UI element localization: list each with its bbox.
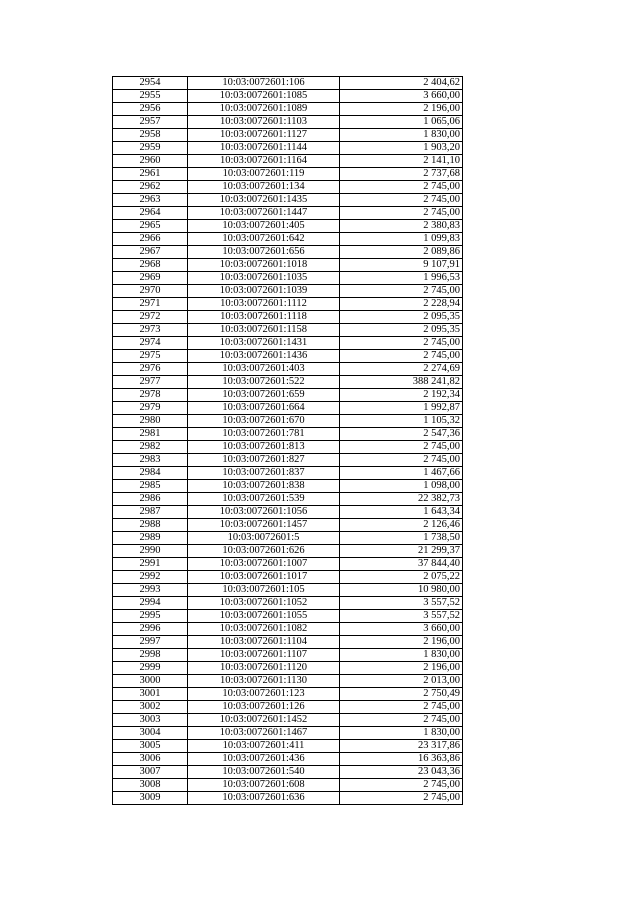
value-cell: 2 745,00 bbox=[340, 779, 463, 792]
table-row bbox=[113, 194, 463, 207]
row-number-cell: 2995 bbox=[113, 610, 188, 623]
cadastral-number-cell: 10:03:0072601:1085 bbox=[188, 90, 340, 103]
cadastral-number-cell: 10:03:0072601:827 bbox=[188, 454, 340, 467]
value-cell: 2 192,34 bbox=[340, 389, 463, 402]
value-cell: 23 043,36 bbox=[340, 766, 463, 779]
row-number-cell: 2998 bbox=[113, 649, 188, 662]
cadastral-number-cell: 10:03:0072601:5 bbox=[188, 532, 340, 545]
cadastral-number-cell: 10:03:0072601:522 bbox=[188, 376, 340, 389]
value-cell: 2 196,00 bbox=[340, 636, 463, 649]
table-row bbox=[113, 649, 463, 662]
table-row bbox=[113, 337, 463, 350]
table-row bbox=[113, 90, 463, 103]
table-row bbox=[113, 259, 463, 272]
cadastral-number-cell: 10:03:0072601:1144 bbox=[188, 142, 340, 155]
table-row bbox=[113, 688, 463, 701]
row-number-cell: 2982 bbox=[113, 441, 188, 454]
table-row bbox=[113, 142, 463, 155]
row-number-cell: 2967 bbox=[113, 246, 188, 259]
row-number-cell: 2994 bbox=[113, 597, 188, 610]
table-row bbox=[113, 207, 463, 220]
value-cell: 9 107,91 bbox=[340, 259, 463, 272]
table-row bbox=[113, 792, 463, 805]
value-cell: 2 745,00 bbox=[340, 454, 463, 467]
table-row bbox=[113, 103, 463, 116]
table-row bbox=[113, 532, 463, 545]
row-number-cell: 3001 bbox=[113, 688, 188, 701]
row-number-cell: 2980 bbox=[113, 415, 188, 428]
row-number-cell: 3004 bbox=[113, 727, 188, 740]
cadastral-number-cell: 10:03:0072601:1082 bbox=[188, 623, 340, 636]
cadastral-number-cell: 10:03:0072601:123 bbox=[188, 688, 340, 701]
value-cell: 1 098,00 bbox=[340, 480, 463, 493]
cadastral-number-cell: 10:03:0072601:670 bbox=[188, 415, 340, 428]
row-number-cell: 2955 bbox=[113, 90, 188, 103]
row-number-cell: 2988 bbox=[113, 519, 188, 532]
row-number-cell: 2965 bbox=[113, 220, 188, 233]
row-number-cell: 2999 bbox=[113, 662, 188, 675]
cadastral-number-cell: 10:03:0072601:539 bbox=[188, 493, 340, 506]
value-cell: 3 660,00 bbox=[340, 90, 463, 103]
value-cell: 2 737,68 bbox=[340, 168, 463, 181]
cadastral-number-cell: 10:03:0072601:1007 bbox=[188, 558, 340, 571]
row-number-cell: 3006 bbox=[113, 753, 188, 766]
value-cell: 2 745,00 bbox=[340, 714, 463, 727]
value-cell: 22 382,73 bbox=[340, 493, 463, 506]
table-row bbox=[113, 129, 463, 142]
cadastral-number-cell: 10:03:0072601:813 bbox=[188, 441, 340, 454]
value-cell: 2 126,46 bbox=[340, 519, 463, 532]
value-cell: 2 196,00 bbox=[340, 103, 463, 116]
value-cell: 2 095,35 bbox=[340, 324, 463, 337]
row-number-cell: 2983 bbox=[113, 454, 188, 467]
table-row bbox=[113, 506, 463, 519]
value-cell: 1 105,32 bbox=[340, 415, 463, 428]
value-cell: 2 750,49 bbox=[340, 688, 463, 701]
value-cell: 2 745,00 bbox=[340, 337, 463, 350]
cadastral-number-cell: 10:03:0072601:608 bbox=[188, 779, 340, 792]
row-number-cell: 2996 bbox=[113, 623, 188, 636]
value-cell: 23 317,86 bbox=[340, 740, 463, 753]
table-row bbox=[113, 571, 463, 584]
table-row bbox=[113, 298, 463, 311]
table-row bbox=[113, 376, 463, 389]
cadastral-number-cell: 10:03:0072601:659 bbox=[188, 389, 340, 402]
row-number-cell: 2974 bbox=[113, 337, 188, 350]
table-row bbox=[113, 480, 463, 493]
table-row bbox=[113, 662, 463, 675]
table-row bbox=[113, 116, 463, 129]
value-cell: 21 299,37 bbox=[340, 545, 463, 558]
row-number-cell: 2977 bbox=[113, 376, 188, 389]
cadastral-number-cell: 10:03:0072601:1436 bbox=[188, 350, 340, 363]
table-row bbox=[113, 389, 463, 402]
table-row bbox=[113, 246, 463, 259]
cadastral-number-cell: 10:03:0072601:1118 bbox=[188, 311, 340, 324]
row-number-cell: 2958 bbox=[113, 129, 188, 142]
value-cell: 2 089,86 bbox=[340, 246, 463, 259]
cadastral-number-cell: 10:03:0072601:1457 bbox=[188, 519, 340, 532]
cadastral-number-cell: 10:03:0072601:106 bbox=[188, 77, 340, 90]
row-number-cell: 2972 bbox=[113, 311, 188, 324]
table-row bbox=[113, 493, 463, 506]
row-number-cell: 2954 bbox=[113, 77, 188, 90]
value-cell: 2 095,35 bbox=[340, 311, 463, 324]
table-row bbox=[113, 753, 463, 766]
cadastral-number-cell: 10:03:0072601:1089 bbox=[188, 103, 340, 116]
row-number-cell: 3002 bbox=[113, 701, 188, 714]
row-number-cell: 2969 bbox=[113, 272, 188, 285]
cadastral-number-cell: 10:03:0072601:126 bbox=[188, 701, 340, 714]
table-row bbox=[113, 701, 463, 714]
table-row bbox=[113, 428, 463, 441]
value-cell: 2 013,00 bbox=[340, 675, 463, 688]
cadastral-number-cell: 10:03:0072601:781 bbox=[188, 428, 340, 441]
value-cell: 2 745,00 bbox=[340, 350, 463, 363]
table-row bbox=[113, 558, 463, 571]
cadastral-number-cell: 10:03:0072601:626 bbox=[188, 545, 340, 558]
value-cell: 2 547,36 bbox=[340, 428, 463, 441]
table-row bbox=[113, 285, 463, 298]
value-cell: 1 830,00 bbox=[340, 727, 463, 740]
cadastral-number-cell: 10:03:0072601:540 bbox=[188, 766, 340, 779]
table-row bbox=[113, 454, 463, 467]
row-number-cell: 2985 bbox=[113, 480, 188, 493]
cadastral-number-cell: 10:03:0072601:403 bbox=[188, 363, 340, 376]
row-number-cell: 2975 bbox=[113, 350, 188, 363]
value-cell: 2 274,69 bbox=[340, 363, 463, 376]
row-number-cell: 2960 bbox=[113, 155, 188, 168]
cadastral-number-cell: 10:03:0072601:642 bbox=[188, 233, 340, 246]
cadastral-number-cell: 10:03:0072601:838 bbox=[188, 480, 340, 493]
table-row bbox=[113, 181, 463, 194]
cadastral-number-cell: 10:03:0072601:1039 bbox=[188, 285, 340, 298]
row-number-cell: 2968 bbox=[113, 259, 188, 272]
row-number-cell: 2984 bbox=[113, 467, 188, 480]
table-row bbox=[113, 233, 463, 246]
value-cell: 2 745,00 bbox=[340, 701, 463, 714]
table-row bbox=[113, 597, 463, 610]
table-row bbox=[113, 311, 463, 324]
cadastral-number-cell: 10:03:0072601:1017 bbox=[188, 571, 340, 584]
row-number-cell: 2964 bbox=[113, 207, 188, 220]
table-row bbox=[113, 168, 463, 181]
cadastral-number-cell: 10:03:0072601:411 bbox=[188, 740, 340, 753]
row-number-cell: 2979 bbox=[113, 402, 188, 415]
row-number-cell: 2963 bbox=[113, 194, 188, 207]
cadastral-number-cell: 10:03:0072601:1127 bbox=[188, 129, 340, 142]
value-cell: 2 745,00 bbox=[340, 194, 463, 207]
row-number-cell: 2976 bbox=[113, 363, 188, 376]
table-row bbox=[113, 519, 463, 532]
value-cell: 2 745,00 bbox=[340, 441, 463, 454]
table-row bbox=[113, 220, 463, 233]
cadastral-number-cell: 10:03:0072601:656 bbox=[188, 246, 340, 259]
table-row bbox=[113, 740, 463, 753]
table-row bbox=[113, 467, 463, 480]
cadastral-number-cell: 10:03:0072601:1130 bbox=[188, 675, 340, 688]
row-number-cell: 2961 bbox=[113, 168, 188, 181]
table-row bbox=[113, 441, 463, 454]
cadastral-number-cell: 10:03:0072601:1158 bbox=[188, 324, 340, 337]
value-cell: 1 099,83 bbox=[340, 233, 463, 246]
value-cell: 2 141,10 bbox=[340, 155, 463, 168]
cadastral-number-cell: 10:03:0072601:436 bbox=[188, 753, 340, 766]
table-row bbox=[113, 714, 463, 727]
row-number-cell: 2992 bbox=[113, 571, 188, 584]
row-number-cell: 2962 bbox=[113, 181, 188, 194]
table-row bbox=[113, 363, 463, 376]
row-number-cell: 2956 bbox=[113, 103, 188, 116]
value-cell: 2 380,83 bbox=[340, 220, 463, 233]
table-row bbox=[113, 779, 463, 792]
value-cell: 1 830,00 bbox=[340, 649, 463, 662]
table-body bbox=[113, 77, 463, 805]
value-cell: 2 404,62 bbox=[340, 77, 463, 90]
table-row bbox=[113, 545, 463, 558]
cadastre-value-table bbox=[112, 76, 463, 805]
table-row bbox=[113, 77, 463, 90]
cadastral-number-cell: 10:03:0072601:1107 bbox=[188, 649, 340, 662]
value-cell: 1 467,66 bbox=[340, 467, 463, 480]
row-number-cell: 2978 bbox=[113, 389, 188, 402]
row-number-cell: 3007 bbox=[113, 766, 188, 779]
value-cell: 2 745,00 bbox=[340, 207, 463, 220]
table-row bbox=[113, 636, 463, 649]
row-number-cell: 2971 bbox=[113, 298, 188, 311]
cadastral-number-cell: 10:03:0072601:837 bbox=[188, 467, 340, 480]
value-cell: 37 844,40 bbox=[340, 558, 463, 571]
table-row bbox=[113, 610, 463, 623]
row-number-cell: 2990 bbox=[113, 545, 188, 558]
cadastral-number-cell: 10:03:0072601:1055 bbox=[188, 610, 340, 623]
row-number-cell: 2981 bbox=[113, 428, 188, 441]
cadastral-number-cell: 10:03:0072601:105 bbox=[188, 584, 340, 597]
value-cell: 2 075,22 bbox=[340, 571, 463, 584]
row-number-cell: 2986 bbox=[113, 493, 188, 506]
cadastral-number-cell: 10:03:0072601:1120 bbox=[188, 662, 340, 675]
table-row bbox=[113, 623, 463, 636]
cadastral-number-cell: 10:03:0072601:119 bbox=[188, 168, 340, 181]
row-number-cell: 3003 bbox=[113, 714, 188, 727]
cadastral-number-cell: 10:03:0072601:1103 bbox=[188, 116, 340, 129]
value-cell: 2 745,00 bbox=[340, 792, 463, 805]
cadastral-number-cell: 10:03:0072601:1467 bbox=[188, 727, 340, 740]
table-row bbox=[113, 272, 463, 285]
cadastral-number-cell: 10:03:0072601:1056 bbox=[188, 506, 340, 519]
table-row bbox=[113, 675, 463, 688]
row-number-cell: 2966 bbox=[113, 233, 188, 246]
cadastral-number-cell: 10:03:0072601:636 bbox=[188, 792, 340, 805]
table-row bbox=[113, 584, 463, 597]
table-row bbox=[113, 727, 463, 740]
value-cell: 388 241,82 bbox=[340, 376, 463, 389]
cadastral-number-cell: 10:03:0072601:1112 bbox=[188, 298, 340, 311]
value-cell: 1 065,06 bbox=[340, 116, 463, 129]
value-cell: 3 557,52 bbox=[340, 610, 463, 623]
cadastral-number-cell: 10:03:0072601:664 bbox=[188, 402, 340, 415]
cadastral-number-cell: 10:03:0072601:1104 bbox=[188, 636, 340, 649]
cadastral-number-cell: 10:03:0072601:1035 bbox=[188, 272, 340, 285]
cadastral-number-cell: 10:03:0072601:1447 bbox=[188, 207, 340, 220]
value-cell: 16 363,86 bbox=[340, 753, 463, 766]
table-row bbox=[113, 350, 463, 363]
value-cell: 2 745,00 bbox=[340, 181, 463, 194]
value-cell: 1 738,50 bbox=[340, 532, 463, 545]
cadastral-number-cell: 10:03:0072601:134 bbox=[188, 181, 340, 194]
value-cell: 2 228,94 bbox=[340, 298, 463, 311]
table-row bbox=[113, 766, 463, 779]
row-number-cell: 2997 bbox=[113, 636, 188, 649]
cadastral-number-cell: 10:03:0072601:1018 bbox=[188, 259, 340, 272]
value-cell: 3 557,52 bbox=[340, 597, 463, 610]
value-cell: 1 643,34 bbox=[340, 506, 463, 519]
row-number-cell: 2989 bbox=[113, 532, 188, 545]
cadastral-number-cell: 10:03:0072601:1452 bbox=[188, 714, 340, 727]
cadastral-number-cell: 10:03:0072601:1164 bbox=[188, 155, 340, 168]
value-cell: 10 980,00 bbox=[340, 584, 463, 597]
row-number-cell: 2973 bbox=[113, 324, 188, 337]
cadastral-number-cell: 10:03:0072601:1431 bbox=[188, 337, 340, 350]
table-row bbox=[113, 324, 463, 337]
table-row bbox=[113, 415, 463, 428]
value-cell: 3 660,00 bbox=[340, 623, 463, 636]
table-row bbox=[113, 155, 463, 168]
row-number-cell: 3008 bbox=[113, 779, 188, 792]
row-number-cell: 2959 bbox=[113, 142, 188, 155]
value-cell: 1 992,87 bbox=[340, 402, 463, 415]
row-number-cell: 2970 bbox=[113, 285, 188, 298]
cadastral-number-cell: 10:03:0072601:405 bbox=[188, 220, 340, 233]
value-cell: 1 903,20 bbox=[340, 142, 463, 155]
cadastral-number-cell: 10:03:0072601:1052 bbox=[188, 597, 340, 610]
value-cell: 2 196,00 bbox=[340, 662, 463, 675]
row-number-cell: 2993 bbox=[113, 584, 188, 597]
row-number-cell: 2987 bbox=[113, 506, 188, 519]
row-number-cell: 2991 bbox=[113, 558, 188, 571]
row-number-cell: 3005 bbox=[113, 740, 188, 753]
value-cell: 2 745,00 bbox=[340, 285, 463, 298]
row-number-cell: 3009 bbox=[113, 792, 188, 805]
row-number-cell: 3000 bbox=[113, 675, 188, 688]
value-cell: 1 996,53 bbox=[340, 272, 463, 285]
row-number-cell: 2957 bbox=[113, 116, 188, 129]
cadastral-number-cell: 10:03:0072601:1435 bbox=[188, 194, 340, 207]
value-cell: 1 830,00 bbox=[340, 129, 463, 142]
table-row bbox=[113, 402, 463, 415]
